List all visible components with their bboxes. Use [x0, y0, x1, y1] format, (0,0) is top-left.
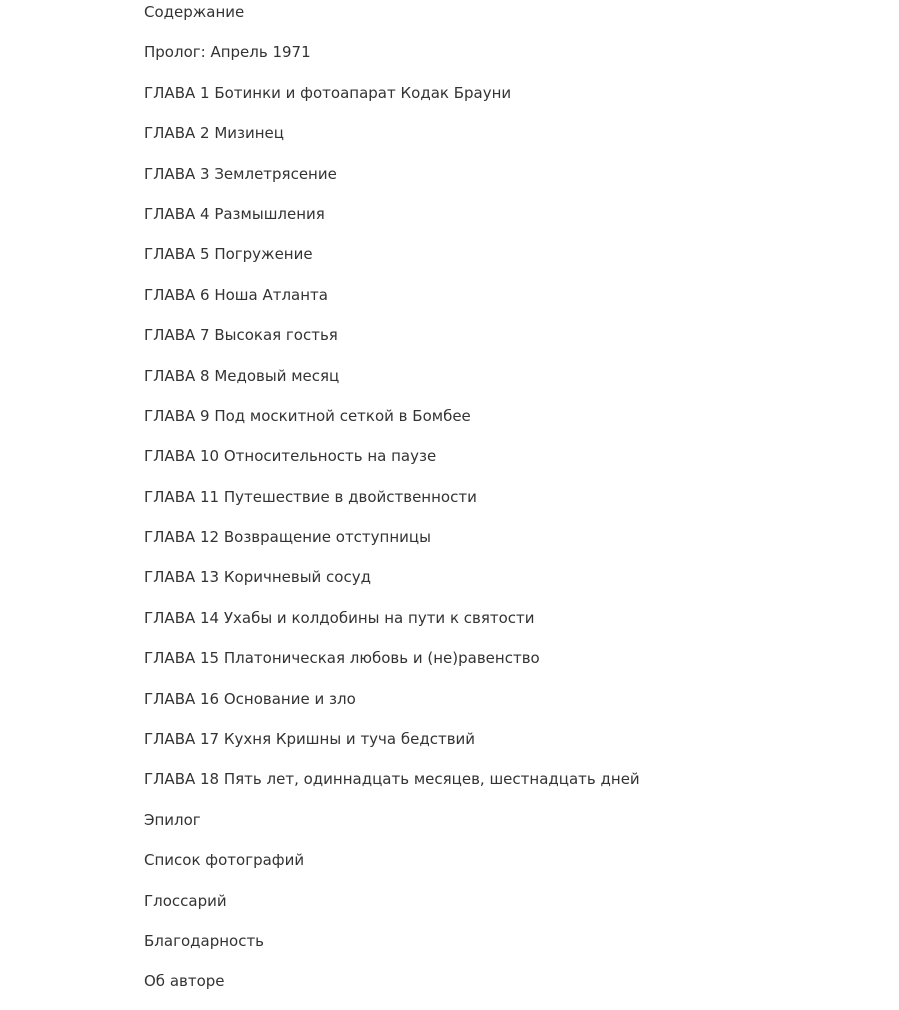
table-of-contents	[144, 0, 884, 1010]
toc-item-chapter-6[interactable]: ГЛАВА 6 Ноша Атланта	[144, 285, 328, 304]
toc-item-chapter-3[interactable]: ГЛАВА 3 Землетрясение	[144, 164, 337, 183]
toc-item-chapter-5[interactable]: ГЛАВА 5 Погружение	[144, 245, 313, 264]
toc-item-chapter-8[interactable]: ГЛАВА 8 Медовый месяц	[144, 366, 340, 385]
toc-item-chapter-18[interactable]: ГЛАВА 18 Пять лет, одиннадцать месяцев, шестнадцать дней	[144, 770, 640, 789]
toc-item-glossary[interactable]: Глоссарий	[144, 891, 227, 910]
toc-item-chapter-10[interactable]: ГЛАВА 10 Относительность на паузе	[144, 447, 437, 466]
toc-item-chapter-11[interactable]: ГЛАВА 11 Путешествие в двойственности	[144, 487, 477, 506]
toc-item-chapter-15[interactable]: ГЛАВА 15 Платоническая любовь и (не)равенство	[144, 649, 540, 668]
toc-item-chapter-14[interactable]: ГЛАВА 14 Ухабы и колдобины на пути к святости	[144, 608, 535, 627]
toc-item-chapter-9[interactable]: ГЛАВА 9 Под москитной сеткой в Бомбее	[144, 406, 471, 425]
toc-item-prologue[interactable]: Пролог: Апрель 1971	[144, 43, 311, 62]
toc-item-chapter-17[interactable]: ГЛАВА 17 Кухня Кришны и туча бедствий	[144, 730, 476, 749]
toc-item-chapter-4[interactable]: ГЛАВА 4 Размышления	[144, 204, 325, 223]
toc-item-chapter-1[interactable]: ГЛАВА 1 Ботинки и фотоапарат Кодак Брауни	[144, 83, 512, 102]
toc-item-about-author[interactable]: Об авторе	[144, 972, 225, 991]
toc-item-chapter-13[interactable]: ГЛАВА 13 Коричневый сосуд	[144, 568, 371, 587]
toc-item-epilogue[interactable]: Эпилог	[144, 810, 201, 829]
toc-item-acknowledgements[interactable]: Благодарность	[144, 931, 265, 950]
toc-item-chapter-16[interactable]: ГЛАВА 16 Основание и зло	[144, 689, 356, 708]
toc-title: Содержание	[144, 3, 245, 21]
toc-item-chapter-2[interactable]: ГЛАВА 2 Мизинец	[144, 124, 284, 143]
toc-item-chapter-7[interactable]: ГЛАВА 7 Высокая гостья	[144, 326, 338, 345]
toc-item-photo-list[interactable]: Список фотографий	[144, 851, 305, 870]
toc-item-chapter-12[interactable]: ГЛАВА 12 Возвращение отступницы	[144, 528, 431, 547]
